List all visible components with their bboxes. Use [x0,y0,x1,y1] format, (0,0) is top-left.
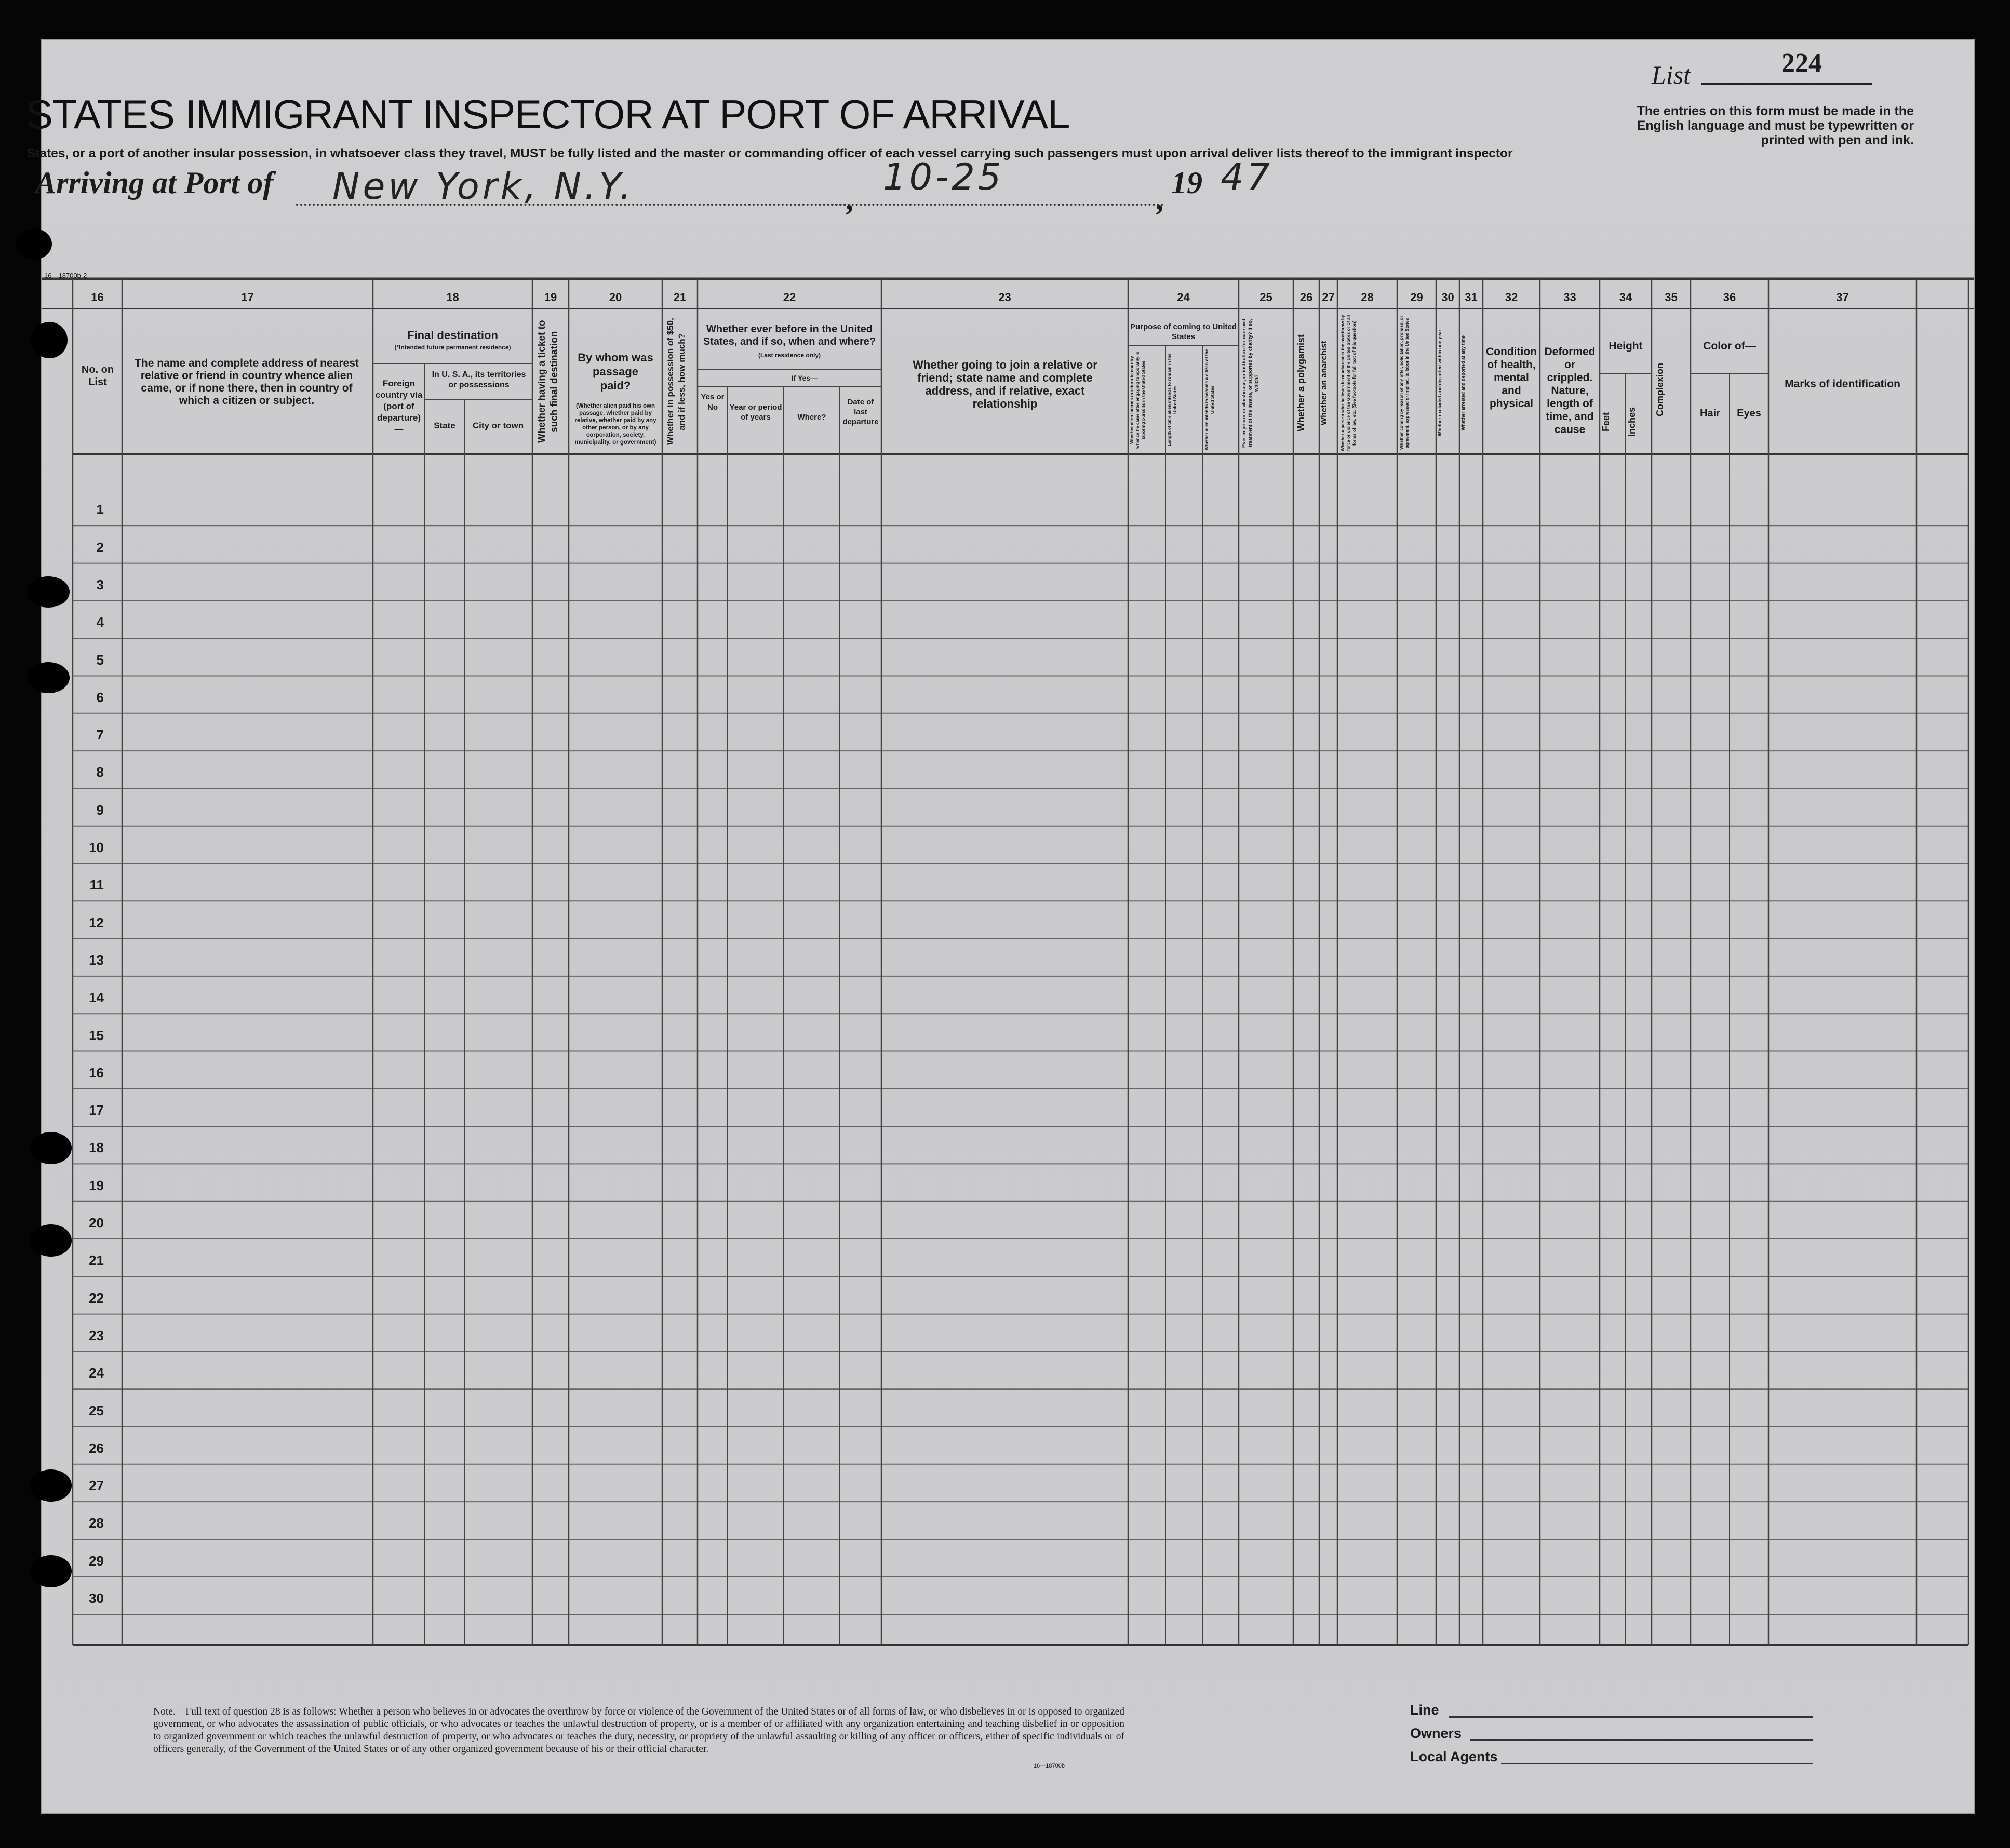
arriving-label: Arriving at Port of [35,166,274,200]
list-label: List [1652,60,1691,89]
hdr-color-of: Color of— [1703,340,1756,352]
row-number: 4 [96,614,104,630]
form-title: STATES IMMIGRANT INSPECTOR AT PORT OF ARRIVAL [26,91,1070,137]
hdr-join-relative: Whether going to join a relative or friend; state name and complete address, and if relative, exact relationship [913,358,1097,410]
hdr-overthrow: Whether a person who believes in or advocates the overthrow by force or violence of the Government of the United States or of all forms of law, etc. (See footnote for full text of this question) [1340,315,1357,451]
hdr-feet: Feet [1601,412,1611,432]
row-number: 20 [89,1215,104,1231]
year-prefix: 19 [1171,166,1202,200]
hdr-yes-no: Yes or No [701,393,725,412]
col-num-36: 36 [1723,291,1736,304]
hdr-last-departure: Date of last departure [842,398,879,426]
col-num-29: 29 [1410,291,1423,304]
hdr-fifty-dollars: Whether in possession of $50, and if less, how much? [665,318,687,446]
col-num-19: 19 [544,291,557,304]
hdr-labor-offer: Whether coming by reason of any offer, solicitation, promise, or agreement, expressed or implied, to labor in the United States [1399,316,1410,450]
entries-note: The entries on this form must be made in the English language and must be typewritten or printed with pen and ink. [1637,104,1914,147]
hdr-state: State [434,421,455,430]
row-number: 16 [89,1064,104,1081]
hdr-passage-paid: By whom was passage paid? [578,351,653,392]
row-number: 17 [89,1102,104,1118]
hdr-final-destination-sub: (*Intended future permanent residence) [394,344,511,351]
hdr-if-yes: If Yes— [791,374,818,382]
hdr-hair: Hair [1700,408,1720,419]
col-num-30: 30 [1441,291,1454,304]
hdr-health: Condition of health, mental and physical [1486,346,1537,410]
hdr-ever-before-sub: (Last residence only) [758,352,821,359]
col-num-37: 37 [1836,291,1849,304]
row-number: 8 [96,764,104,780]
col-num-20: 20 [609,291,622,304]
hdr-no-on-list: No. on List [81,364,114,388]
row-number: 25 [89,1402,104,1419]
owners-label: Owners [1410,1725,1462,1741]
row-number: 12 [89,914,104,930]
form-subtitle: States, or a port of another insular possession, in whatsoever class they travel, MUST be fully listed and the master or commanding officer of each vessel carrying such passengers must upon arrival deliver lists thereof to the immigrant inspector [27,146,1513,160]
hdr-purpose-c: Whether alien intends to become a citizen of the United States [1204,349,1215,451]
port-value: New York, N.Y. [332,165,635,208]
owners-field [1470,1739,1813,1741]
hdr-years: Year or period of years [729,403,782,422]
hdr-inches: Inches [1627,407,1637,437]
col-num-28: 28 [1361,291,1374,304]
hdr-ever-before: Whether ever before in the United States, and if so, when and where? [703,323,876,347]
row-number: 21 [89,1252,104,1269]
row-number: 9 [96,802,104,818]
year-value: 47 [1221,156,1274,198]
comma: , [846,182,853,217]
row-number: 1 [96,502,104,518]
row-number: 15 [89,1027,104,1043]
col-num-27: 27 [1322,291,1335,304]
row-number: 30 [89,1590,104,1606]
col-num-26: 26 [1299,291,1313,304]
hdr-height: Height [1609,340,1643,352]
row-number: 14 [89,990,104,1006]
row-number: 23 [89,1327,104,1343]
form-code: 16—18700b [1034,1763,1065,1769]
hdr-city-town: City or town [472,421,524,430]
form-number: 16—18700b-2 [44,272,87,279]
row-number: 27 [89,1478,104,1494]
col-num-21: 21 [673,291,687,304]
line-label: Line [1410,1702,1439,1718]
date-value: 10-25 [883,156,1004,198]
hdr-purpose: Purpose of coming to United States [1130,322,1237,341]
footnote-q28: Note.—Full text of question 28 is as follows: Whether a person who believes in or advocates the overthrow by force or violence of the Government of the United States or of all forms of law, or who disbelieves in or is opposed to organized government, or who advocates the assassination of public officials, or who advocates or teaches the unlawful destruction of property, or is a member of or affiliated with any organization entertaining and teaching disbelief in or opposition to organized government or which teaches the unlawful destruction of property, or who advocates or teaches the duty, necessity, or propriety of the unlawful assaulting or killing of any officer or officers, either of specific individuals or of officers generally, of the Government of the United States or of any other organized government because of his or their official character. [153,1706,1124,1755]
hdr-arrested: Whether arrested and deported at any time [1460,335,1466,431]
hdr-excluded: Whether excluded and deported within one year [1437,329,1442,437]
col-num-34: 34 [1619,291,1632,304]
col-num-18: 18 [446,291,459,304]
col-num-24: 24 [1177,291,1190,304]
row-number: 11 [89,877,104,893]
hdr-prison: Ever in prison or almshouse, or institution for care and treatment of the insane, or supported by charity? If so, which? [1241,318,1259,448]
hdr-purpose-b: Length of time alien intends to remain in the United States [1167,353,1177,447]
row-number: 5 [96,652,104,668]
hdr-relative-address: The name and complete address of nearest relative or friend in country whence alien came, or if none there, then in country of which a citizen or subject. [135,357,359,407]
col-num-32: 32 [1505,291,1518,304]
row-number: 19 [89,1177,104,1193]
row-number: 7 [96,727,104,743]
hdr-purpose-a: Whether alien intends to return to country whence he came after engaging temporarily in laboring pursuits in the United States [1129,351,1146,449]
row-number: 18 [89,1140,104,1156]
hdr-complexion: Complexion [1655,362,1665,416]
hdr-where: Where? [797,413,826,422]
list-number: 224 [1781,48,1822,78]
row-number: 26 [89,1440,104,1456]
row-number: 28 [89,1515,104,1531]
col-num-17: 17 [241,291,254,304]
hdr-foreign-country: Foreign country via (port of departure)— [375,379,423,434]
row-number: 10 [89,840,104,855]
col-num-33: 33 [1563,291,1576,304]
row-number: 2 [96,539,104,555]
hdr-marks: Marks of identification [1785,378,1900,390]
row-number: 13 [89,952,104,968]
col-num-16: 16 [91,291,104,304]
hdr-final-destination: Final destination [407,329,498,342]
col-num-23: 23 [998,291,1011,304]
line-field [1449,1716,1813,1718]
hdr-passage-paid-sub: (Whether alien paid his own passage, whether paid by relative, whether paid by any other person, or by any corporation, society, municipality, or government) [574,403,656,446]
comma: , [1156,182,1163,217]
col-num-22: 22 [783,291,796,304]
col-num-25: 25 [1259,291,1272,304]
row-number: 22 [89,1290,104,1306]
hdr-ticket: Whether having a ticket to such final destination [537,320,560,443]
hdr-in-usa: In U. S. A., its territories or possessions [432,370,526,389]
hdr-deformed: Deformed or crippled. Nature, length of time, and cause [1544,346,1596,436]
hdr-anarchist: Whether an anarchist [1320,341,1329,425]
agents-field [1501,1763,1813,1764]
agents-label: Local Agents [1410,1749,1498,1764]
hdr-eyes: Eyes [1737,408,1761,419]
row-number: 24 [89,1365,104,1381]
hdr-polygamist: Whether a polygamist [1296,334,1306,432]
col-num-35: 35 [1665,291,1678,304]
col-num-31: 31 [1465,291,1478,304]
row-number: 3 [96,576,104,592]
row-number: 29 [89,1553,104,1569]
row-number: 6 [96,689,104,705]
